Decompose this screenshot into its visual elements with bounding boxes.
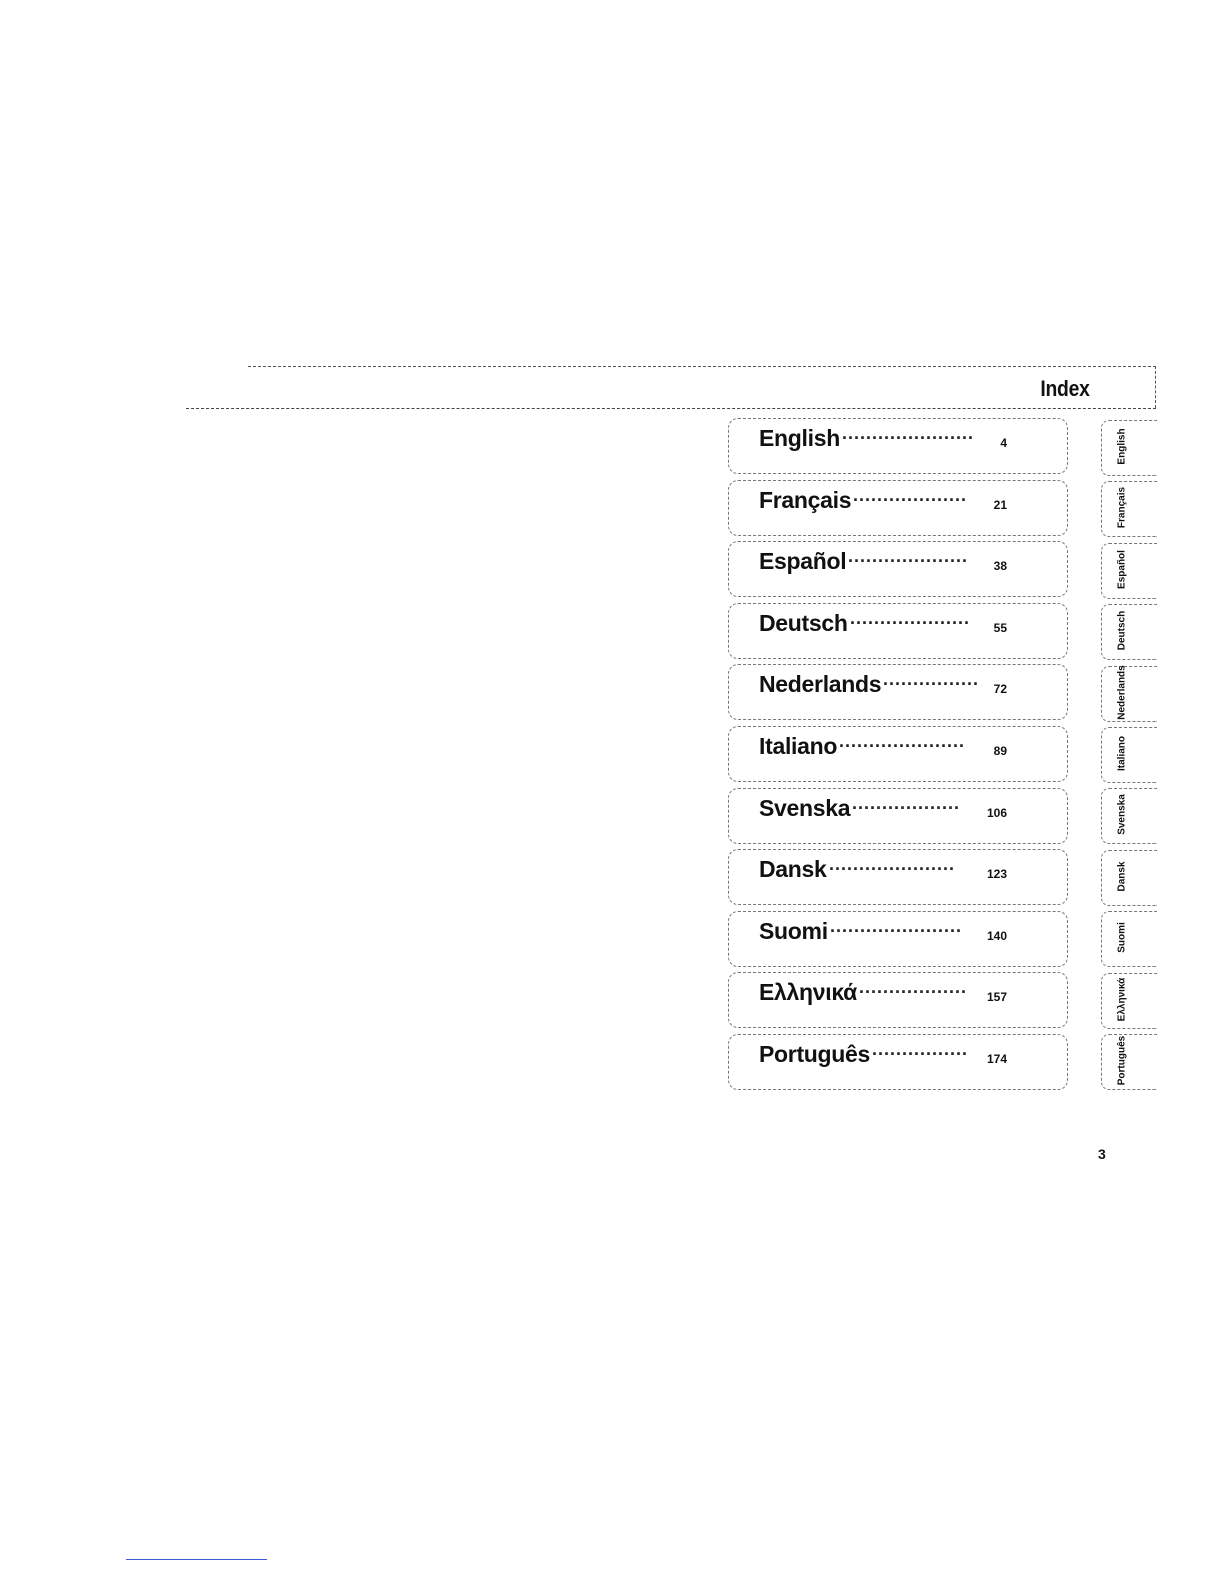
tab-portugues[interactable] bbox=[1101, 1034, 1157, 1090]
entry-dot-leader: ..................... bbox=[829, 854, 956, 875]
tab-label: Dansk bbox=[1116, 861, 1128, 892]
language-index-list bbox=[728, 418, 1068, 1096]
entry-label: Nederlands bbox=[759, 671, 882, 698]
entry-page-number: 89 bbox=[993, 743, 1007, 758]
tab-dansk[interactable] bbox=[1101, 850, 1157, 906]
entry-dot-leader: ................ bbox=[872, 1038, 969, 1059]
entry-page-number: 4 bbox=[1000, 436, 1007, 450]
tab-english[interactable] bbox=[1101, 420, 1157, 476]
index-entry-italiano[interactable] bbox=[728, 726, 1068, 782]
tab-svenska[interactable] bbox=[1101, 788, 1157, 844]
entry-label: Português bbox=[759, 1040, 871, 1067]
entry-label: Italiano bbox=[759, 732, 838, 759]
tab-label: Deutsch bbox=[1116, 610, 1128, 651]
entry-dot-leader: .................. bbox=[852, 792, 961, 813]
index-entry-english[interactable] bbox=[728, 418, 1068, 474]
tab-nederlands[interactable] bbox=[1101, 666, 1157, 722]
entry-label: Dansk bbox=[759, 856, 827, 883]
index-entry-suomi[interactable] bbox=[728, 911, 1068, 967]
entry-page-number: 123 bbox=[986, 867, 1007, 882]
page-title: Index bbox=[1040, 376, 1090, 401]
entry-dot-leader: ..................... bbox=[839, 730, 966, 751]
tab-label: Nederlands bbox=[1116, 664, 1128, 720]
tab-label: Ελληνικά bbox=[1116, 977, 1128, 1021]
entry-label: English bbox=[759, 425, 840, 451]
entry-dot-leader: ................ bbox=[883, 669, 980, 690]
entry-dot-leader: ................... bbox=[853, 484, 968, 505]
entry-dot-leader: .................... bbox=[848, 546, 969, 567]
tab-italiano[interactable] bbox=[1101, 727, 1157, 783]
tab-francais[interactable] bbox=[1101, 481, 1157, 537]
index-entry-francais[interactable] bbox=[728, 480, 1068, 536]
entry-page-number: 140 bbox=[986, 928, 1007, 943]
entry-dot-leader: .................... bbox=[850, 607, 971, 628]
entry-page-number: 72 bbox=[993, 682, 1007, 697]
tab-label: English bbox=[1116, 428, 1128, 465]
entry-page-number: 21 bbox=[993, 497, 1007, 512]
tab-label: Italiano bbox=[1116, 735, 1128, 771]
tab-espanol[interactable] bbox=[1101, 543, 1157, 599]
tab-label: Español bbox=[1116, 549, 1128, 589]
tab-suomi[interactable] bbox=[1101, 911, 1157, 967]
index-entry-deutsch[interactable] bbox=[728, 603, 1068, 659]
entry-label: Svenska bbox=[759, 794, 851, 821]
entry-page-number: 55 bbox=[993, 620, 1007, 635]
entry-label: Deutsch bbox=[759, 609, 848, 636]
entry-page-number: 106 bbox=[986, 805, 1007, 820]
entry-label: Français bbox=[759, 486, 852, 513]
index-entry-greek[interactable] bbox=[728, 972, 1068, 1028]
footer-rule bbox=[126, 1559, 267, 1560]
tab-label: Suomi bbox=[1116, 922, 1128, 953]
header-bottom-rule bbox=[186, 408, 1156, 409]
header-right-rule bbox=[1155, 366, 1156, 408]
tab-label: Français bbox=[1116, 487, 1128, 529]
entry-page-number: 157 bbox=[986, 990, 1007, 1005]
index-entry-portugues[interactable] bbox=[728, 1034, 1068, 1090]
entry-dot-leader: ...................... bbox=[842, 423, 975, 443]
language-tab-strip bbox=[1101, 420, 1157, 1095]
index-entry-espanol[interactable] bbox=[728, 541, 1068, 597]
entry-page-number: 174 bbox=[986, 1051, 1007, 1066]
entry-page-number: 38 bbox=[993, 559, 1007, 574]
entry-label: Ελληνικά bbox=[759, 979, 857, 1006]
header-top-rule bbox=[248, 366, 1156, 367]
index-entry-nederlands[interactable] bbox=[728, 664, 1068, 720]
tab-deutsch[interactable] bbox=[1101, 604, 1157, 660]
entry-label: Suomi bbox=[759, 917, 828, 944]
tab-greek[interactable] bbox=[1101, 973, 1157, 1029]
tab-label: Svenska bbox=[1116, 794, 1128, 836]
tab-label: Português bbox=[1116, 1035, 1128, 1086]
entry-dot-leader: ...................... bbox=[830, 915, 963, 936]
entry-dot-leader: .................. bbox=[859, 977, 968, 998]
index-entry-svenska[interactable] bbox=[728, 788, 1068, 844]
index-entry-dansk[interactable] bbox=[728, 849, 1068, 905]
entry-label: Español bbox=[759, 548, 847, 575]
page-number: 3 bbox=[1098, 1146, 1106, 1162]
